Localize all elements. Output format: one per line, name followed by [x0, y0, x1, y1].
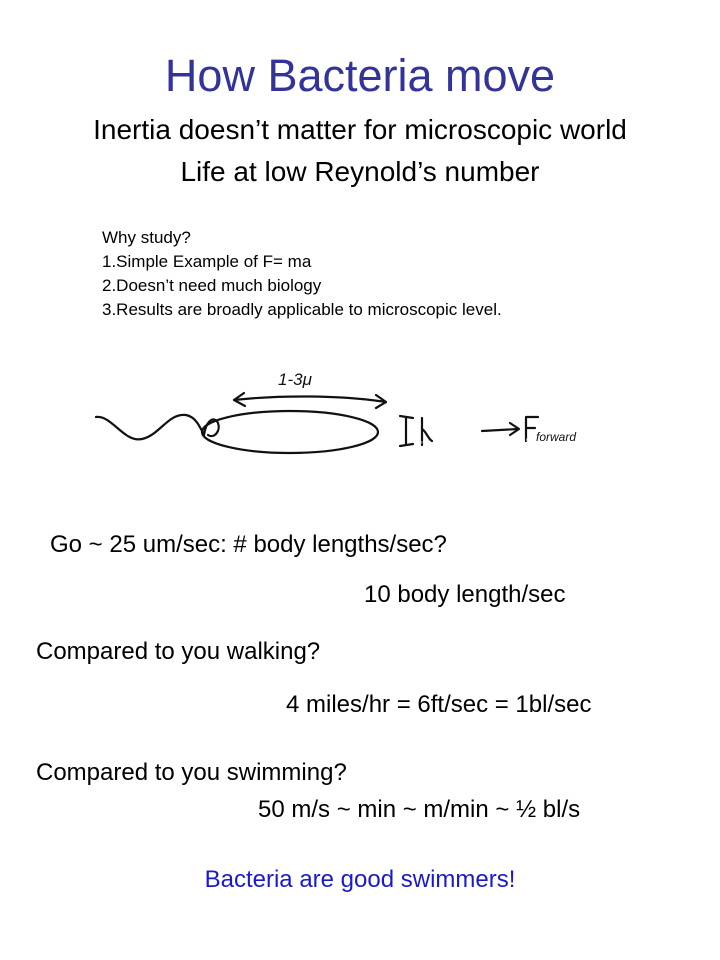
why-study-item: 1.Simple Example of F= ma [102, 252, 312, 271]
sketch-force-subscript: forward [536, 430, 577, 444]
answer-swimming: 50 m/s ~ min ~ m/min ~ ½ bl/s [258, 796, 581, 823]
bacterium-sketch [90, 355, 630, 470]
subtitle-reynolds: Life at low Reynold’s number [180, 156, 540, 187]
sketch-length-label: 1-3μ [278, 370, 312, 389]
flagellum-line [96, 415, 204, 440]
why-study-heading: Why study? [102, 228, 191, 247]
question-swimming: Compared to you swimming? [36, 759, 347, 786]
question-body-lengths: Go ~ 25 um/sec: # body lengths/sec? [50, 531, 447, 558]
why-study-list [102, 226, 502, 322]
subtitle-inertia: Inertia doesn’t matter for microscopic world [93, 114, 627, 145]
bacterium-body [202, 411, 378, 453]
height-marker [400, 416, 413, 446]
page-title: How Bacteria move [164, 50, 556, 101]
answer-body-lengths: 10 body length/sec [364, 581, 566, 608]
why-study-item: 3.Results are broadly applicable to microscopic level. [102, 300, 502, 319]
sketch-force-label: F [526, 437, 529, 442]
length-arrow [234, 396, 386, 402]
question-walking: Compared to you walking? [36, 638, 321, 665]
answer-walking: 4 miles/hr = 6ft/sec = 1bl/sec [286, 691, 592, 718]
why-study-item: 2.Doesn’t need much biology [102, 276, 322, 295]
conclusion-text: Bacteria are good swimmers! [204, 866, 516, 893]
force-arrow [482, 429, 518, 431]
sketch-height-label: 1μ [419, 439, 424, 444]
